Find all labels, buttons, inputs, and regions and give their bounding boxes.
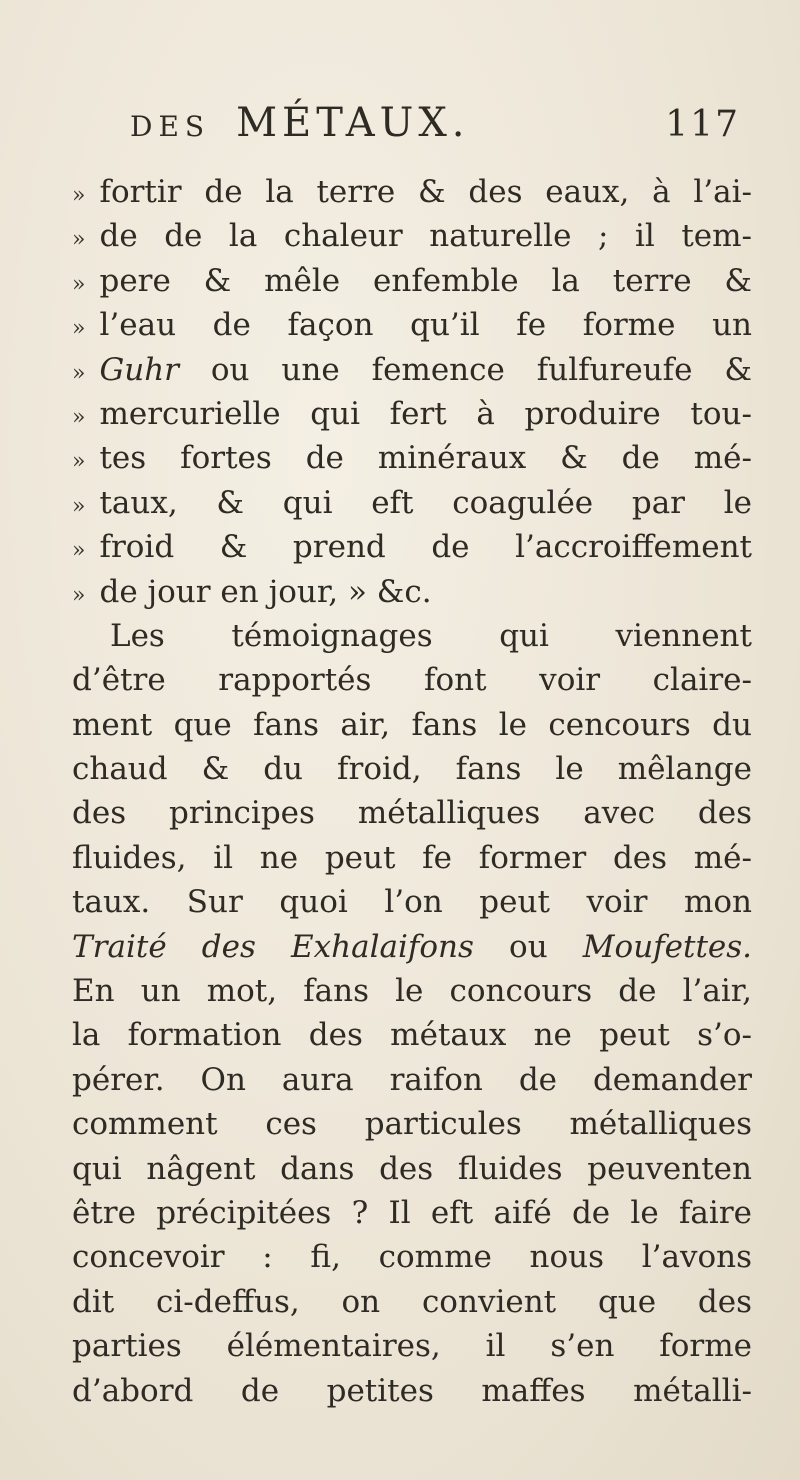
text-line	[72, 658, 752, 702]
line-text: ou une femence fulfureufe &	[178, 351, 752, 388]
running-header	[130, 100, 740, 156]
text-line	[72, 1147, 752, 1191]
text-line	[72, 614, 752, 658]
text-line	[72, 1102, 752, 1146]
quotation-mark: »	[72, 404, 86, 430]
text-line	[72, 880, 752, 924]
text-line	[72, 392, 752, 436]
line-text: parties élémentaires, il s’en forme	[72, 1328, 752, 1365]
text-line	[72, 747, 752, 791]
line-text: la formation des métaux ne peut s’o-	[72, 1017, 752, 1054]
line-text: fortir de la terre & des eaux, à l’ai-	[99, 174, 752, 210]
line-text: ment que fans air, fans le cencours du	[72, 706, 752, 743]
italic-text: Guhr	[99, 351, 179, 388]
line-text: de de la chaleur naturelle ; il tem-	[99, 218, 752, 255]
line-text: tes fortes de minéraux & de mé-	[99, 440, 752, 477]
quotation-mark: »	[72, 183, 86, 208]
text-line	[72, 925, 752, 969]
quotation-mark: »	[72, 271, 86, 297]
text-line	[72, 1324, 752, 1368]
text-line	[72, 1191, 752, 1235]
text-line	[72, 570, 752, 614]
quotation-mark: »	[72, 316, 86, 342]
quotation-mark: »	[72, 538, 86, 564]
page-number: 117	[665, 104, 740, 145]
text-line	[72, 1013, 752, 1057]
italic-text: Traité des Exhalaifons	[72, 928, 474, 965]
line-text: comment ces particules métalliques	[72, 1106, 752, 1143]
text-line	[72, 170, 752, 214]
text-line	[72, 969, 752, 1013]
quotation-mark: »	[72, 360, 86, 386]
line-text: mercurielle qui fert à produire tou-	[99, 395, 752, 432]
text-line	[72, 791, 752, 835]
line-text: pere & mêle enfemble la terre &	[99, 262, 752, 299]
text-line	[72, 303, 752, 347]
line-text: froid & prend de l’accroiffement	[99, 529, 752, 566]
line-text: taux. Sur quoi l’on peut voir mon	[72, 884, 752, 921]
italic-text: Moufettes.	[582, 928, 752, 965]
header-left-word: DES	[130, 110, 211, 143]
quotation-mark: »	[72, 493, 86, 519]
text-line	[72, 703, 752, 747]
line-text: de jour en jour, » &c.	[99, 573, 432, 610]
line-text: qui nâgent dans des fluides peuventen	[72, 1150, 752, 1187]
text-line	[72, 348, 752, 392]
quotation-mark: »	[72, 449, 86, 475]
body-text	[72, 170, 752, 1413]
text-line	[72, 214, 752, 258]
line-text: l’eau de façon qu’il fe forme un	[99, 307, 752, 344]
text-line	[72, 1058, 752, 1102]
line-text: Les témoignages qui viennent	[110, 617, 752, 654]
line-text: fluides, il ne peut fe former des mé-	[72, 839, 752, 876]
line-text: pérer. On aura raifon de demander	[72, 1061, 752, 1098]
header-title: MÉTAUX.	[236, 100, 470, 146]
line-text: d’abord de petites maffes métalli-	[72, 1372, 752, 1409]
text-line	[72, 259, 752, 303]
text-line	[72, 1235, 752, 1279]
line-text: des principes métalliques avec des	[72, 795, 752, 832]
quotation-mark: »	[72, 227, 86, 253]
text-line	[72, 1280, 752, 1324]
text-line	[72, 481, 752, 525]
line-text: d’être rapportés font voir claire-	[72, 662, 752, 699]
line-text: En un mot, fans le concours de l’air,	[72, 973, 752, 1010]
line-text: concevoir : fi, comme nous l’avons	[72, 1239, 752, 1276]
text-line	[72, 525, 752, 569]
text-line	[72, 836, 752, 880]
line-text: ou	[473, 928, 583, 965]
text-line	[72, 1369, 752, 1413]
line-text: être précipitées ? Il eft aifé de le faire	[72, 1194, 752, 1231]
line-text: chaud & du froid, fans le mêlange	[72, 751, 752, 788]
text-line	[72, 436, 752, 480]
quotation-mark: »	[72, 582, 86, 608]
line-text: dit ci-deffus, on convient que des	[72, 1283, 752, 1320]
line-text: taux, & qui eft coagulée par le	[99, 484, 752, 521]
